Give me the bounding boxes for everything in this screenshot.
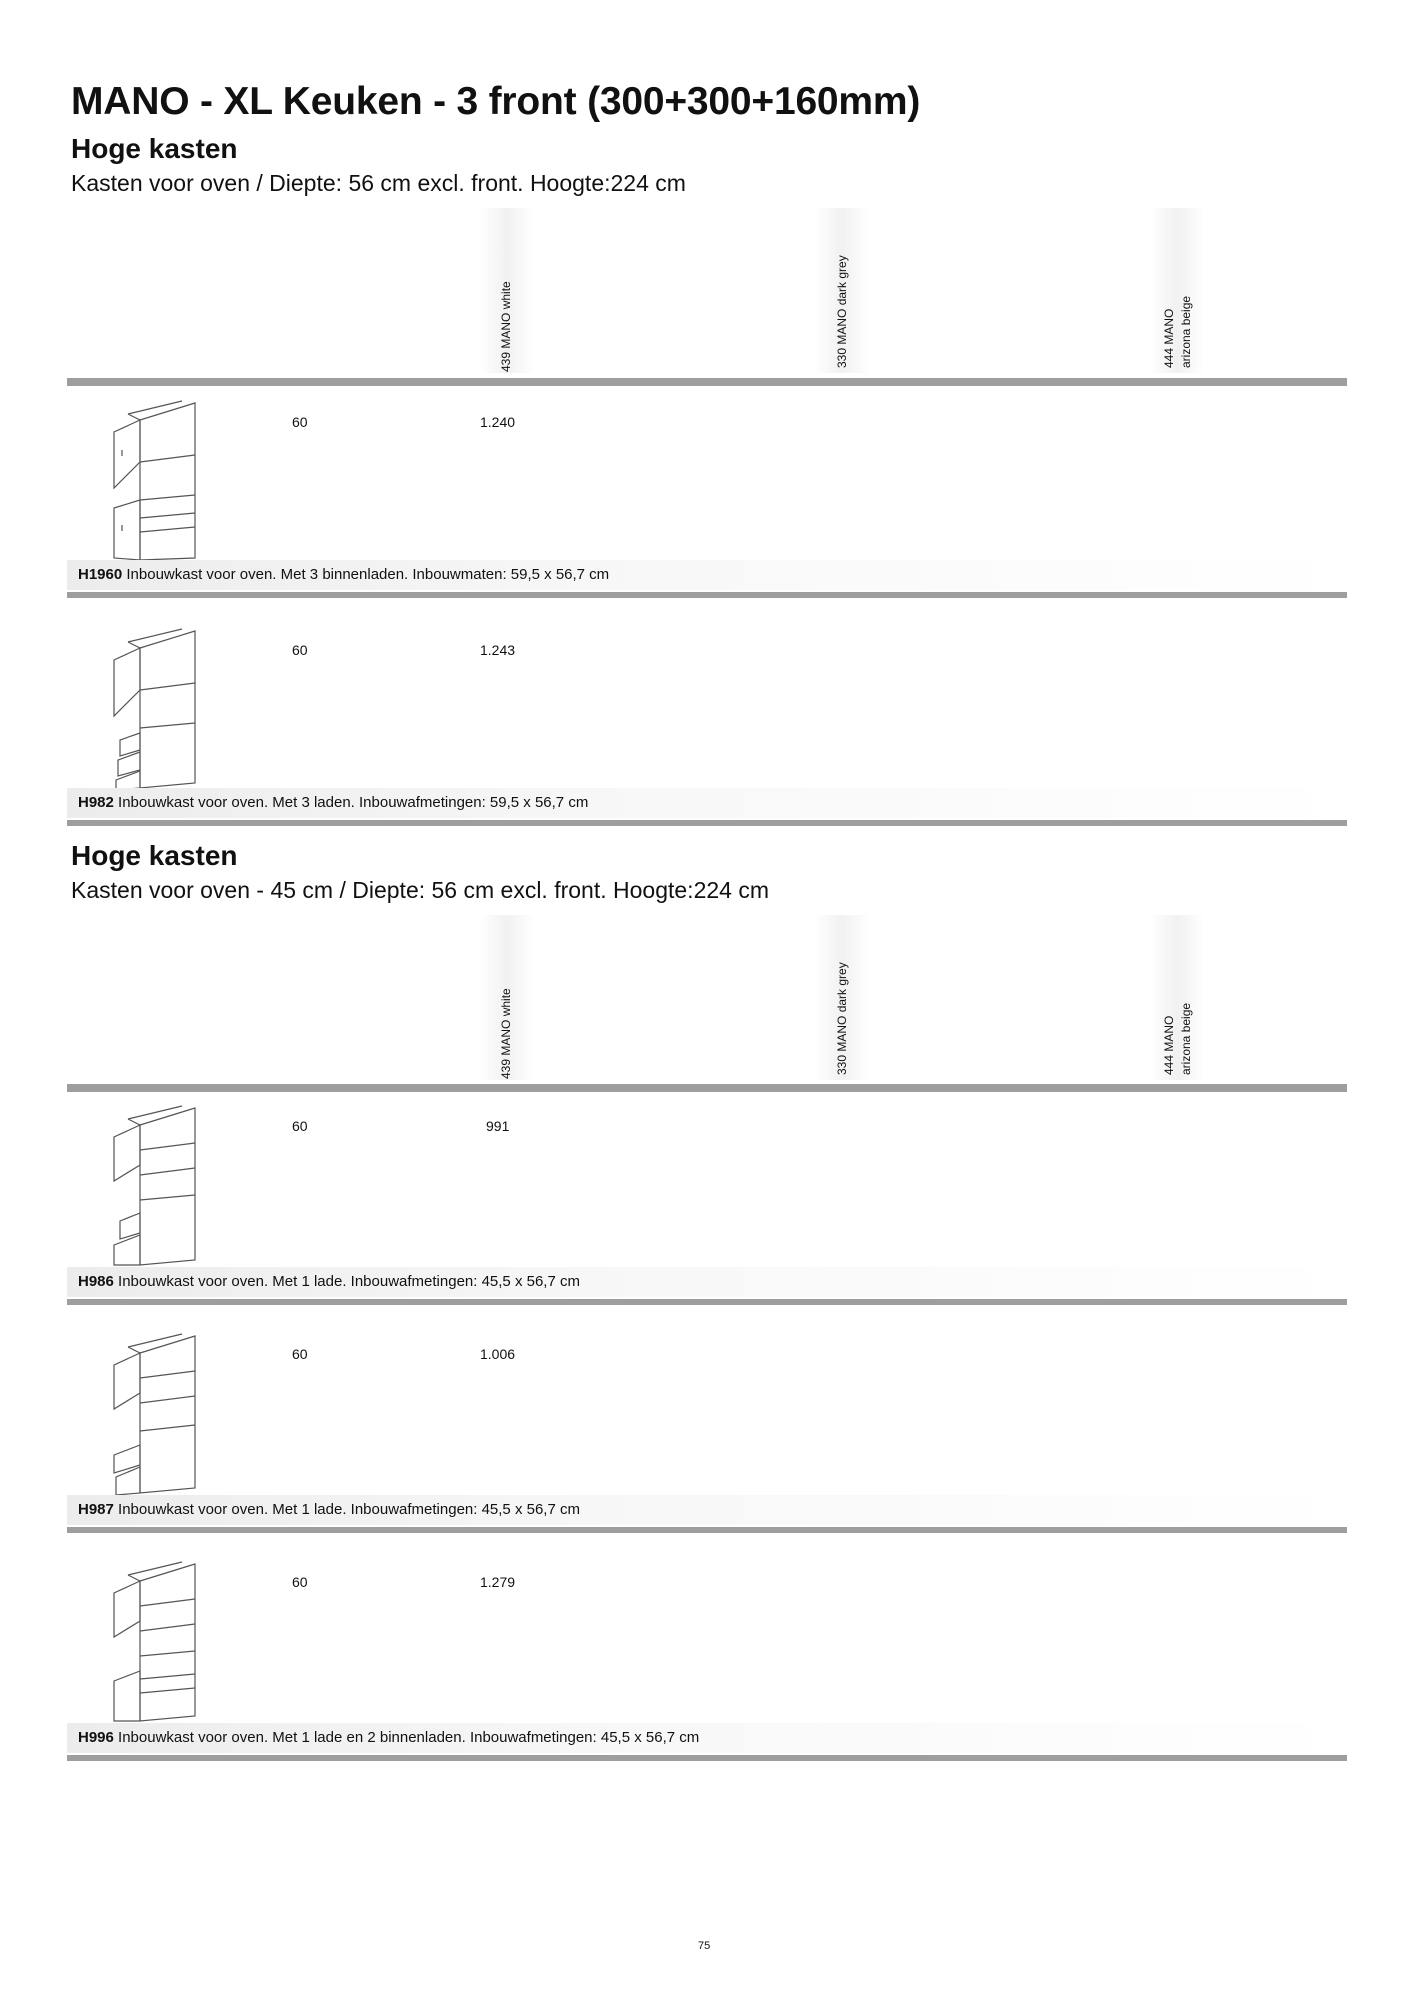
section-subheading: Kasten voor oven - 45 cm / Diepte: 56 cm excl. front. Hoogte:224 cm	[71, 877, 769, 903]
item-description-text: Inbouwkast voor oven. Met 1 lade. Inbouwafmetingen: 45,5 x 56,7 cm	[118, 1273, 580, 1290]
item-description-text: Inbouwkast voor oven. Met 1 lade. Inbouwafmetingen: 45,5 x 56,7 cm	[118, 1501, 580, 1518]
column-header-white: 439 MANO white	[499, 281, 513, 372]
price-value: 1.279	[480, 1574, 516, 1590]
row-divider	[67, 1299, 1347, 1305]
column-shade	[1150, 208, 1204, 373]
width-value: 60	[292, 1346, 308, 1362]
column-header-arizona-line1: 444 MANO	[1162, 308, 1176, 368]
cabinet-illustration	[100, 1333, 210, 1498]
page-number: 75	[698, 1940, 711, 1952]
page-title: MANO - XL Keuken - 3 front (300+300+160mm)	[71, 80, 921, 123]
width-value: 60	[292, 642, 308, 658]
section-heading: Hoge kasten	[71, 133, 238, 164]
row-divider	[67, 820, 1347, 826]
cabinet-illustration	[100, 628, 210, 793]
item-description-text: Inbouwkast voor oven. Met 1 lade en 2 binnenladen. Inbouwafmetingen: 45,5 x 56,7 cm	[118, 1729, 700, 1746]
cabinet-illustration	[100, 400, 210, 565]
width-value: 60	[292, 414, 308, 430]
item-description	[78, 1728, 699, 1748]
column-shade	[1150, 915, 1204, 1080]
item-code: H987	[78, 1501, 114, 1518]
item-description-text: Inbouwkast voor oven. Met 3 laden. Inbouwafmetingen: 59,5 x 56,7 cm	[118, 794, 589, 811]
header-divider	[67, 378, 1347, 386]
column-header-white: 439 MANO white	[499, 988, 513, 1079]
header-divider	[67, 1084, 1347, 1092]
cabinet-illustration	[100, 1105, 210, 1270]
item-description-text: Inbouwkast voor oven. Met 3 binnenladen. Inbouwmaten: 59,5 x 56,7 cm	[126, 566, 610, 583]
row-divider	[67, 1527, 1347, 1533]
column-header-arizona-line2: arizona beige	[1179, 1002, 1193, 1075]
price-value: 991	[486, 1118, 510, 1134]
column-header-arizona-line1: 444 MANO	[1162, 1015, 1176, 1075]
item-code: H982	[78, 794, 114, 811]
item-code: H996	[78, 1729, 114, 1746]
price-value: 1.240	[480, 414, 516, 430]
item-description	[78, 1272, 580, 1292]
item-description	[78, 793, 588, 813]
row-divider	[67, 1755, 1347, 1761]
price-value: 1.243	[480, 642, 516, 658]
row-divider	[67, 592, 1347, 598]
column-header-dark-grey: 330 MANO dark grey	[835, 962, 849, 1075]
item-description	[78, 565, 609, 585]
width-value: 60	[292, 1574, 308, 1590]
section-heading: Hoge kasten	[71, 840, 238, 871]
item-description	[78, 1500, 580, 1520]
width-value: 60	[292, 1118, 308, 1134]
cabinet-illustration	[100, 1561, 210, 1726]
item-code: H1960	[78, 566, 123, 583]
item-code: H986	[78, 1273, 114, 1290]
column-header-arizona-line2: arizona beige	[1179, 295, 1193, 368]
section-subheading: Kasten voor oven / Diepte: 56 cm excl. front. Hoogte:224 cm	[71, 170, 686, 196]
column-header-dark-grey: 330 MANO dark grey	[835, 255, 849, 368]
price-value: 1.006	[480, 1346, 516, 1362]
